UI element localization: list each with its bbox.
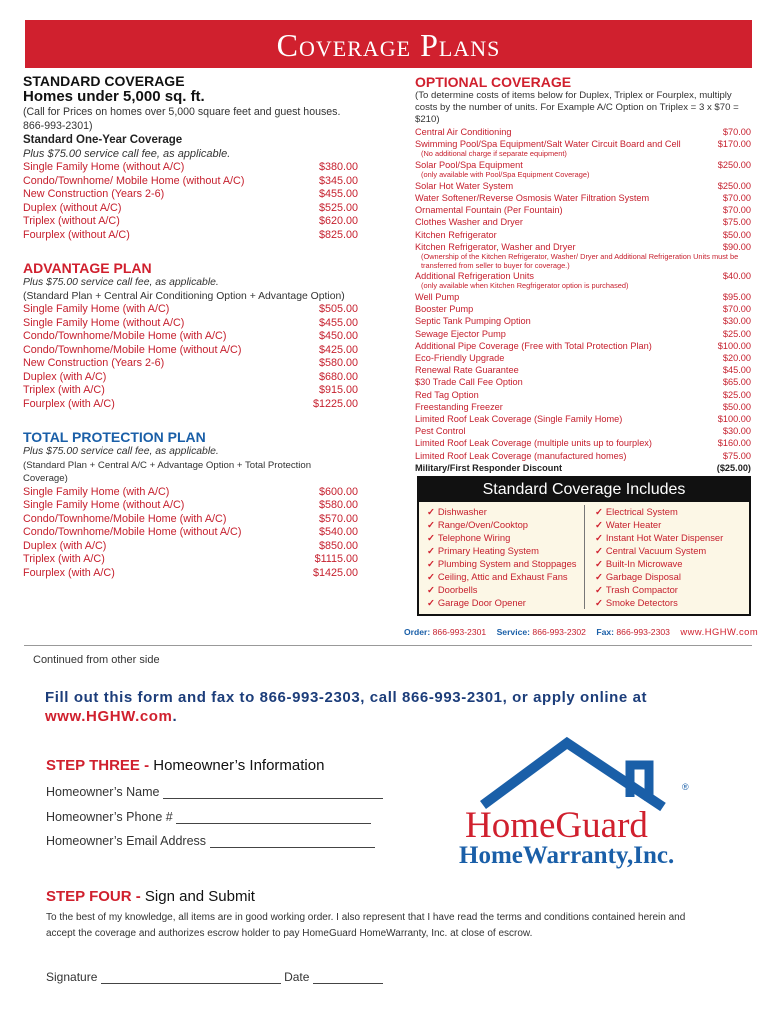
price-row <box>23 303 358 317</box>
total-desc: (Standard Plan + Central A/C + Advantage Option + Total Protection Coverage) <box>23 459 312 484</box>
call-note: (Call for Prices on homes over 5,000 square feet and guest houses. 866-993-2301) <box>23 106 341 132</box>
item-price: $70.00 <box>722 127 751 137</box>
price-row <box>23 553 358 567</box>
includes-item-label: Instant Hot Water Dispenser <box>605 532 724 543</box>
divider <box>24 645 752 646</box>
item-price: $100.00 <box>717 340 751 351</box>
item-price: $380.00 <box>318 161 358 173</box>
price-row <box>415 340 751 352</box>
item-name: Additional Pipe Coverage (Free with Total Protection Plan) <box>415 340 652 351</box>
includes-item-label: Dishwasher <box>437 506 487 517</box>
item-price: $30.00 <box>722 426 751 437</box>
item-price: $75.00 <box>722 217 751 228</box>
includes-item-label: Primary Heating System <box>437 545 539 556</box>
disclaimer-paragraph: To the best of my knowledge, all items are in good working order. I also represent that I have read the terms and conditions contained herein and accept the coverage and authorizes escrow holder to pay HomeGuard HomeWarranty, Inc. at close of escrow. <box>46 912 686 939</box>
item-name: Sewage Ejector Pump <box>415 328 506 339</box>
item-note: (No additional charge if separate equipment) <box>421 149 567 159</box>
item-name: Duplex (without A/C) <box>23 201 122 214</box>
advantage-desc: (Standard Plan + Central Air Conditioning Option + Advantage Option) <box>23 290 345 302</box>
price-row <box>23 499 358 513</box>
item-name: New Construction (Years 2-6) <box>23 357 165 369</box>
includes-item-label: Water Heater <box>605 519 662 530</box>
order-phone: 866-993-2301 <box>432 627 487 637</box>
item-name: Additional Refrigeration Units <box>415 271 534 282</box>
item-price: $20.00 <box>722 353 751 364</box>
check-icon: ✓ <box>427 597 435 608</box>
item-name: Solar Pool/Spa Equipment <box>415 160 523 170</box>
includes-item-label: Plumbing System and Stoppages <box>437 558 577 569</box>
date-line[interactable] <box>313 971 383 984</box>
item-name: Fourplex (with A/C) <box>23 397 115 410</box>
item-price: $570.00 <box>318 512 358 525</box>
total-title: TOTAL PROTECTION PLAN <box>23 429 206 445</box>
advantage-title: ADVANTAGE PLAN <box>23 260 152 276</box>
item-name: Single Family Home (with A/C) <box>23 485 170 498</box>
check-icon: ✓ <box>595 584 603 595</box>
price-row <box>23 371 358 385</box>
check-icon: ✓ <box>427 545 435 556</box>
item-name: Solar Hot Water System <box>415 180 514 191</box>
price-row <box>23 344 358 358</box>
item-price: $160.00 <box>717 438 751 449</box>
price-row <box>415 180 751 192</box>
service-phone: 866-993-2302 <box>532 627 586 637</box>
optional-intro: (To determine costs of items below for Duplex, Triplex or Fourplex, multiply costs by the number of units. For Example A/C Option on Triplex = 3 x $70 = $210) <box>415 90 739 125</box>
signature-row <box>46 970 383 984</box>
item-name: Swimming Pool/Spa Equipment/Salt Water Circuit Board and Cell <box>415 139 681 150</box>
item-name: Kitchen Refrigerator, Washer and Dryer <box>415 241 576 252</box>
price-row <box>415 303 751 315</box>
item-name: Single Family Home (without A/C) <box>23 499 185 511</box>
price-row <box>23 513 358 527</box>
includes-item <box>595 518 743 531</box>
check-icon: ✓ <box>595 545 603 556</box>
standard-title: STANDARD COVERAGE <box>23 73 185 89</box>
includes-item-label: Smoke Detectors <box>605 597 678 608</box>
check-icon: ✓ <box>595 571 603 582</box>
price-row <box>23 526 358 540</box>
item-name: Triplex (with A/C) <box>23 553 105 565</box>
price-row <box>23 384 358 398</box>
signature-line[interactable] <box>101 971 281 984</box>
item-price: $455.00 <box>318 316 358 329</box>
includes-item-label: Built-In Microwave <box>605 558 683 569</box>
item-name: Triplex (with A/C) <box>23 384 105 396</box>
item-price: $75.00 <box>722 450 751 461</box>
item-name: Condo/Townhome/Mobile Home (with A/C) <box>23 330 227 342</box>
item-name: Booster Pump <box>415 304 474 315</box>
item-name: Limited Roof Leak Coverage (Single Family Home) <box>415 414 623 425</box>
item-price: $580.00 <box>318 357 358 369</box>
item-note: (only available with Pool/Spa Equipment Coverage) <box>421 170 590 180</box>
instructions <box>45 688 695 726</box>
item-price: $95.00 <box>722 292 751 302</box>
item-name: Limited Roof Leak Coverage (manufactured homes) <box>415 450 627 461</box>
includes-item <box>427 596 584 609</box>
homeowner-email-line[interactable] <box>210 835 375 848</box>
instructions-url[interactable]: www.HGHW.com <box>45 708 173 725</box>
item-price: $505.00 <box>318 303 358 315</box>
check-icon: ✓ <box>595 506 603 517</box>
homeowner-phone-line[interactable] <box>176 811 371 824</box>
item-price: $600.00 <box>318 485 358 498</box>
item-name: New Construction (Years 2-6) <box>23 188 165 200</box>
item-price: $70.00 <box>722 304 751 315</box>
item-price: $525.00 <box>318 201 358 214</box>
contact-bar <box>404 626 759 637</box>
one-year-heading: Standard One-Year Coverage <box>23 134 183 146</box>
step-three-heading <box>46 757 324 774</box>
price-row <box>23 330 358 344</box>
check-icon: ✓ <box>595 532 603 543</box>
price-row <box>23 175 358 189</box>
price-row <box>23 161 358 175</box>
item-price: $825.00 <box>318 228 358 241</box>
includes-item-label: Garbage Disposal <box>605 571 681 582</box>
item-price: $680.00 <box>318 370 358 383</box>
item-price: $50.00 <box>722 401 751 412</box>
check-icon: ✓ <box>595 558 603 569</box>
price-row <box>415 401 751 413</box>
homeowner-name-label: Homeowner’s Name <box>46 785 160 799</box>
item-price: $45.00 <box>722 365 751 376</box>
logo-homeguard: HomeGuard <box>465 805 648 846</box>
includes-item-label: Telephone Wiring <box>437 532 511 543</box>
date-label: Date <box>284 970 310 984</box>
price-row <box>23 567 358 581</box>
item-price: $1225.00 <box>312 397 358 410</box>
instructions-text: Fill out this form and fax to 866-993-2303, call 866-993-2301, or apply online at <box>45 689 648 706</box>
item-price: $450.00 <box>318 330 358 342</box>
item-price: $40.00 <box>722 271 751 282</box>
item-name: Military/First Responder Discount <box>415 462 563 473</box>
step-four-title: Sign and Submit <box>144 888 255 905</box>
item-price: $620.00 <box>318 215 358 227</box>
price-row <box>415 291 751 303</box>
left-column <box>23 74 358 580</box>
item-price: $170.00 <box>717 139 751 150</box>
item-price: $915.00 <box>318 384 358 396</box>
price-row <box>23 357 358 371</box>
includes-item <box>595 596 743 609</box>
item-name: Kitchen Refrigerator <box>415 229 497 240</box>
item-price: $90.00 <box>722 241 751 252</box>
price-row <box>415 425 751 437</box>
price-row <box>415 450 751 462</box>
website-link[interactable]: www.HGHW.com <box>680 626 759 637</box>
fax-label: Fax: <box>596 627 615 637</box>
check-icon: ✓ <box>427 558 435 569</box>
item-name: Condo/Townhome/Mobile Home (with A/C) <box>23 512 227 525</box>
includes-left-list <box>425 505 584 609</box>
fax-number: 866-993-2303 <box>616 627 670 637</box>
item-name: Central Air Conditioning <box>415 127 512 137</box>
price-row <box>415 229 751 241</box>
homeowner-phone-label: Homeowner’s Phone # <box>46 810 173 824</box>
homeowner-name-line[interactable] <box>163 786 383 799</box>
item-price: $580.00 <box>318 499 358 511</box>
check-icon: ✓ <box>427 571 435 582</box>
item-price: $100.00 <box>717 414 751 425</box>
item-name: Condo/Townhome/Mobile Home (without A/C) <box>23 526 242 538</box>
price-row <box>23 229 358 243</box>
homeowner-email-label: Homeowner’s Email Address <box>46 834 207 848</box>
item-price: $345.00 <box>318 174 358 187</box>
item-name: Renewal Rate Guarantee <box>415 365 519 376</box>
includes-item-label: Trash Compactor <box>605 584 678 595</box>
includes-item-label: Range/Oven/Cooktop <box>437 519 529 530</box>
homeowner-name-field[interactable] <box>46 785 383 799</box>
price-row <box>23 540 358 554</box>
step-three-label: STEP THREE - <box>46 757 154 774</box>
order-label: Order: <box>404 627 431 637</box>
item-price: $250.00 <box>717 180 751 191</box>
item-price: $25.00 <box>722 389 751 400</box>
item-name: Septic Tank Pumping Option <box>415 316 531 327</box>
item-name: Single Family Home (without A/C) <box>23 161 185 173</box>
item-name: Triplex (without A/C) <box>23 215 120 227</box>
item-name: Freestanding Freezer <box>415 401 503 412</box>
item-price: $540.00 <box>318 526 358 538</box>
item-name: Condo/Townhome/Mobile Home (without A/C) <box>23 343 242 356</box>
includes-item <box>595 505 743 518</box>
step-four-label: STEP FOUR - <box>46 888 145 905</box>
item-price: $65.00 <box>722 377 751 388</box>
includes-item <box>595 544 743 557</box>
item-name: Well Pump <box>415 292 460 302</box>
price-row <box>415 364 751 376</box>
includes-item <box>427 531 584 544</box>
standard-includes-box <box>417 476 751 616</box>
item-name: Pest Control <box>415 426 466 437</box>
item-price: $455.00 <box>318 188 358 200</box>
advantage-fee: Plus $75.00 service call fee, as applicable. <box>23 277 219 288</box>
includes-item-label: Central Vacuum System <box>605 545 707 556</box>
price-row <box>415 315 751 327</box>
item-name: Single Family Home (with A/C) <box>23 303 170 315</box>
standard-price-list <box>23 161 358 242</box>
item-name: Limited Roof Leak Coverage (multiple units up to fourplex) <box>415 438 652 449</box>
item-price: $30.00 <box>722 316 751 327</box>
price-row <box>415 462 751 474</box>
includes-item <box>595 531 743 544</box>
item-name: Duplex (with A/C) <box>23 539 107 552</box>
item-name: Red Tag Option <box>415 389 479 400</box>
includes-item <box>427 518 584 531</box>
total-price-list <box>23 486 358 581</box>
item-price: $50.00 <box>722 229 751 240</box>
optional-title: OPTIONAL COVERAGE <box>415 74 572 90</box>
price-row <box>23 317 358 331</box>
includes-item-label: Electrical System <box>605 506 678 517</box>
price-row <box>415 216 751 228</box>
step-four-heading <box>46 888 255 905</box>
optional-price-list <box>415 126 751 474</box>
item-name: $30 Trade Call Fee Option <box>415 377 523 388</box>
price-row <box>23 188 358 202</box>
price-row <box>23 202 358 216</box>
includes-item <box>595 583 743 596</box>
check-icon: ✓ <box>595 519 603 530</box>
includes-item-label: Ceiling, Attic and Exhaust Fans <box>437 571 568 582</box>
item-price: $25.00 <box>722 328 751 339</box>
item-price: $425.00 <box>318 343 358 356</box>
right-column <box>415 74 751 474</box>
includes-title: Standard Coverage Includes <box>419 478 749 502</box>
homeowner-email-field[interactable] <box>46 834 375 848</box>
price-row <box>415 389 751 401</box>
item-price: $1425.00 <box>312 566 358 579</box>
price-row <box>415 204 751 216</box>
homeowner-phone-field[interactable] <box>46 810 371 824</box>
check-icon: ✓ <box>427 506 435 517</box>
item-price: $850.00 <box>318 539 358 552</box>
standard-subtitle: Homes under 5,000 sq. ft. <box>23 88 205 105</box>
includes-item <box>427 505 584 518</box>
price-row <box>415 352 751 364</box>
item-name: Single Family Home (without A/C) <box>23 316 185 329</box>
includes-item-label: Doorbells <box>437 584 478 595</box>
check-icon: ✓ <box>427 519 435 530</box>
step-three-title: Homeowner’s Information <box>153 757 325 774</box>
item-price: ($25.00) <box>716 462 751 473</box>
price-row <box>23 215 358 229</box>
includes-item <box>427 583 584 596</box>
item-price: $1115.00 <box>314 553 358 565</box>
service-label: Service: <box>496 627 531 637</box>
price-row <box>415 192 751 204</box>
check-icon: ✓ <box>427 532 435 543</box>
page-banner: Coverage Plans <box>25 20 752 68</box>
item-name: Eco-Friendly Upgrade <box>415 353 505 364</box>
includes-item <box>595 557 743 570</box>
includes-right-list <box>584 505 743 609</box>
item-name: Water Softener/Reverse Osmosis Water Filtration System <box>415 193 650 203</box>
item-note: (Ownership of the Kitchen Refrigerator, Washer/ Dryer and Additional Refrigeration Units must be transferred from seller to buyer for coverage.) <box>421 252 739 270</box>
signature-label: Signature <box>46 970 98 984</box>
includes-item <box>427 544 584 557</box>
logo-homewarranty: HomeWarranty,Inc. <box>459 842 675 869</box>
price-row <box>415 328 751 340</box>
total-fee: Plus $75.00 service call fee, as applicable. <box>23 446 219 457</box>
price-row <box>415 126 751 138</box>
advantage-price-list <box>23 303 358 411</box>
price-row <box>415 413 751 425</box>
item-note: (only available when Kitchen Regfrigerator option is purchased) <box>421 281 629 291</box>
check-icon: ✓ <box>595 597 603 608</box>
price-row <box>23 398 358 412</box>
includes-item <box>427 557 584 570</box>
standard-fee: Plus $75.00 service call fee, as applicable. <box>23 147 231 160</box>
item-price: $250.00 <box>717 160 751 170</box>
item-name: Fourplex (without A/C) <box>23 228 130 241</box>
includes-item <box>595 570 743 583</box>
includes-item <box>427 570 584 583</box>
registered-mark: ® <box>682 782 689 792</box>
item-price: $70.00 <box>722 193 751 203</box>
item-name: Ornamental Fountain (Per Fountain) <box>415 205 563 216</box>
item-name: Clothes Washer and Dryer <box>415 217 523 228</box>
includes-item-label: Garage Door Opener <box>437 597 526 608</box>
homeguard-logo <box>455 735 715 870</box>
continued-note: Continued from other side <box>33 654 160 666</box>
check-icon: ✓ <box>427 584 435 595</box>
price-row <box>415 376 751 388</box>
instructions-period: . <box>172 708 178 725</box>
price-row <box>415 437 751 449</box>
item-name: Fourplex (with A/C) <box>23 566 115 579</box>
item-name: Condo/Townhome/ Mobile Home (without A/C) <box>23 174 245 187</box>
item-name: Duplex (with A/C) <box>23 370 107 383</box>
item-price: $70.00 <box>722 205 751 216</box>
price-row <box>23 486 358 500</box>
